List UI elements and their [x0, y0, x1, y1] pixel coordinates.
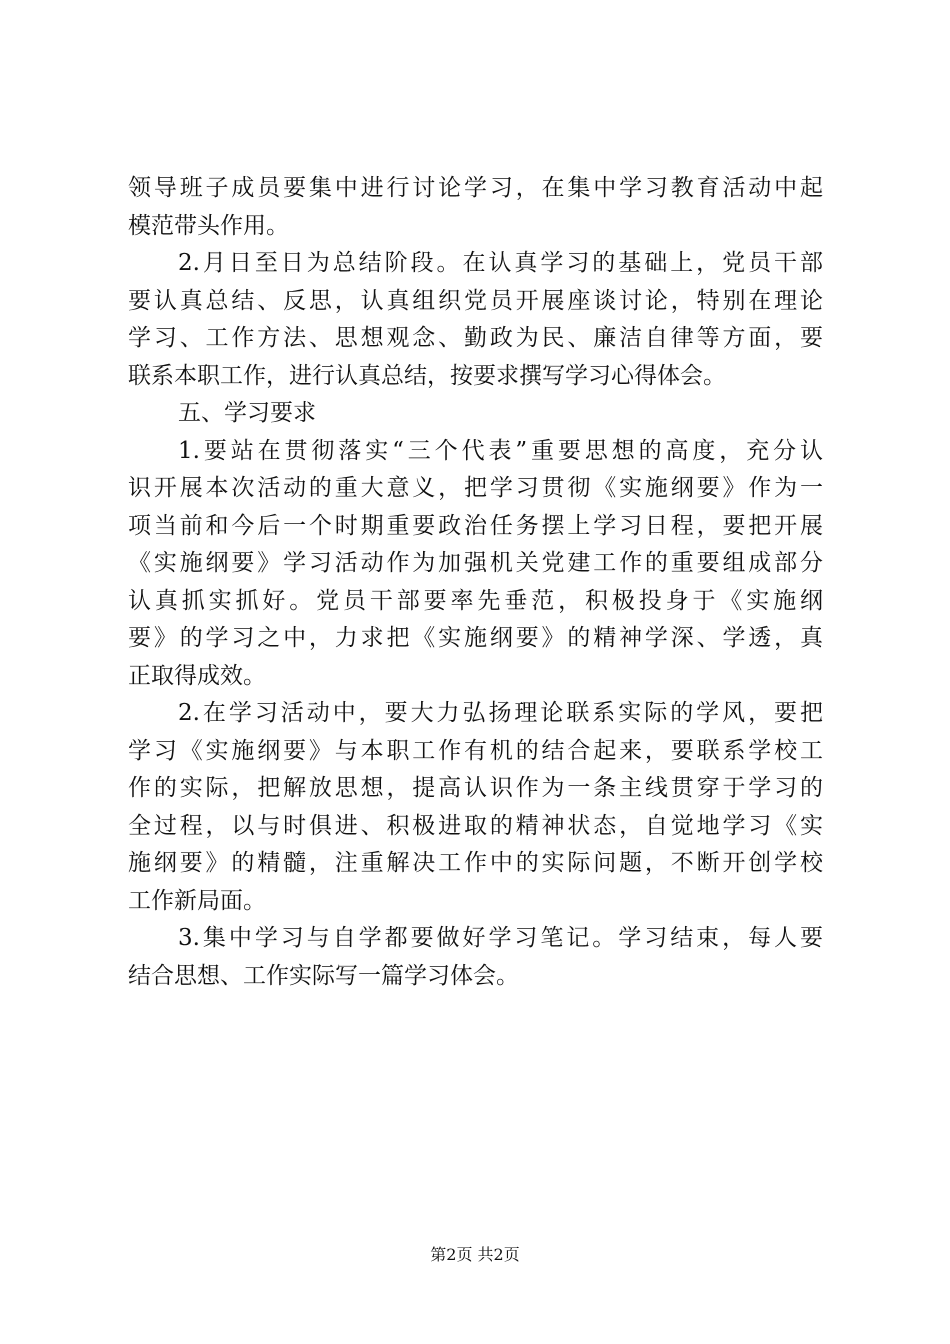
page-footer: 第2页 共2页 — [430, 1245, 520, 1264]
text-line: 学习《实施纲要》与本职工作有机的结合起来，要联系学校工 — [128, 737, 823, 764]
text-line: 1.要站在贯彻落实“三个代表”重要思想的高度，充分认 — [178, 437, 823, 464]
text-line: 联系本职工作，进行认真总结，按要求撰写学习心得体会。 — [128, 362, 726, 389]
text-line: 要认真总结、反思，认真组织党员开展座谈讨论，特别在理论 — [128, 287, 823, 314]
text-line: 五、学习要求 — [178, 400, 316, 426]
text-line: 工作新局面。 — [128, 887, 266, 914]
text-line: 《实施纲要》学习活动作为加强机关党建工作的重要组成部分 — [128, 550, 823, 576]
text-line: 要》的学习之中，力求把《实施纲要》的精神学深、学透，真 — [128, 625, 823, 651]
text-line: 项当前和今后一个时期重要政治任务摆上学习日程，要把开展 — [128, 512, 823, 539]
text-line: 模范带头作用。 — [128, 212, 289, 239]
text-line: 领导班子成员要集中进行讨论学习，在集中学习教育活动中起 — [128, 175, 823, 201]
text-line: 认真抓实抓好。党员干部要率先垂范，积极投身于《实施纲 — [128, 587, 823, 614]
document-body — [128, 170, 823, 995]
text-line: 2.在学习活动中，要大力弘扬理论联系实际的学风，要把 — [178, 700, 823, 726]
text-line: 作的实际，把解放思想，提高认识作为一条主线贯穿于学习的 — [128, 775, 823, 801]
text-line: 2.月日至日为总结阶段。在认真学习的基础上，党员干部 — [178, 250, 823, 276]
text-line: 3.集中学习与自学都要做好学习笔记。学习结束，每人要 — [178, 925, 823, 951]
text-line: 学习、工作方法、思想观念、勤政为民、廉洁自律等方面，要 — [128, 325, 823, 351]
text-line: 正取得成效。 — [128, 662, 266, 689]
text-line: 识开展本次活动的重大意义，把学习贯彻《实施纲要》作为一 — [128, 475, 823, 501]
text-line: 施纲要》的精髓，注重解决工作中的实际问题，不断开创学校 — [128, 850, 823, 876]
text-line: 结合思想、工作实际写一篇学习体会。 — [128, 962, 519, 989]
text-line: 全过程，以与时俱进、积极进取的精神状态，自觉地学习《实 — [128, 812, 823, 839]
